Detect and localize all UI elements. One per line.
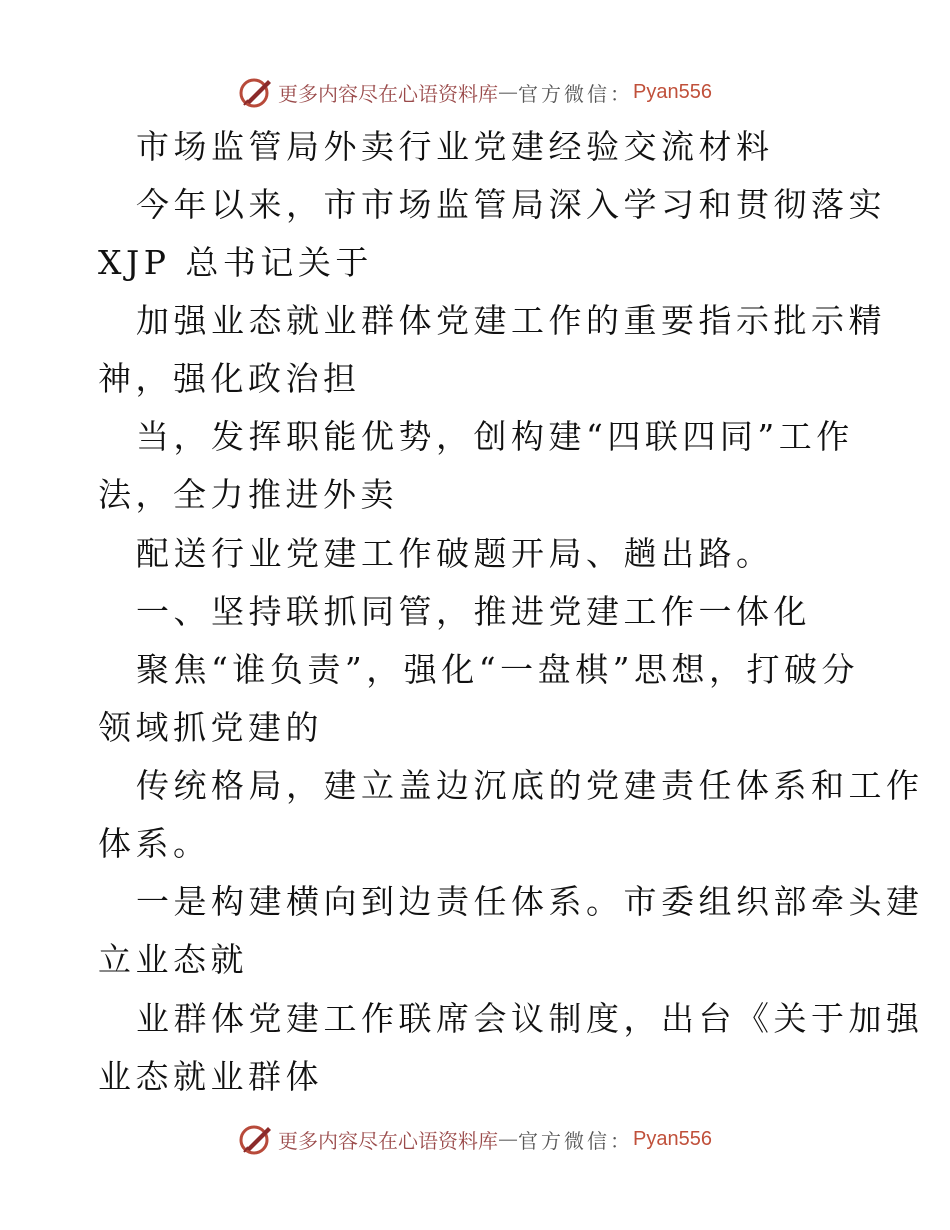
paragraph-line: 神，强化政治担 (98, 359, 361, 398)
footer-banner (0, 1119, 950, 1159)
paragraph-line: 一是构建横向到边责任体系。市委组织部牵头建 (136, 882, 924, 921)
banner-official-text: 官方微信： (518, 81, 634, 106)
banner-dash: — (498, 1127, 519, 1151)
paragraph-line: 法，全力推进外卖 (98, 475, 398, 514)
banner-dash: — (498, 80, 519, 104)
banner-wechat-handle: Pyan556 (633, 1127, 712, 1150)
quill-pen-icon (238, 76, 274, 108)
banner-official-text: 官方微信： (518, 1128, 634, 1153)
paragraph-line: 配送行业党建工作破题开局、趟出路。 (136, 534, 774, 573)
document-title: 市场监管局外卖行业党建经验交流材料 (136, 127, 774, 166)
paragraph-line: 传统格局，建立盖边沉底的党建责任体系和工作 (136, 766, 924, 805)
paragraph-line: 领域抓党建的 (98, 708, 323, 747)
paragraph-line: 当，发挥职能优势，创构建“四联四同”工作 (136, 417, 854, 456)
paragraph-line: 聚焦“谁负责”，强化“一盘棋”思想，打破分 (136, 650, 859, 689)
header-banner (0, 72, 950, 112)
banner-site-text: 更多内容尽在心语资料库 (278, 1128, 499, 1153)
paragraph-line: 业群体党建工作联席会议制度，出台《关于加强 (136, 999, 924, 1038)
paragraph-line: XJP 总书记关于 (98, 243, 373, 282)
paragraph-line: 体系。 (98, 824, 211, 863)
paragraph-line: 业态就业群体 (98, 1057, 323, 1096)
paragraph-line: 今年以来，市市场监管局深入学习和贯彻落实 (136, 185, 886, 224)
quill-pen-icon (238, 1123, 274, 1155)
banner-wechat-handle: Pyan556 (633, 80, 712, 103)
paragraph-line: 加强业态就业群体党建工作的重要指示批示精 (136, 301, 886, 340)
section-heading: 一、坚持联抓同管，推进党建工作一体化 (136, 592, 811, 631)
banner-site-text: 更多内容尽在心语资料库 (278, 81, 499, 106)
paragraph-line: 立业态就 (98, 940, 248, 979)
